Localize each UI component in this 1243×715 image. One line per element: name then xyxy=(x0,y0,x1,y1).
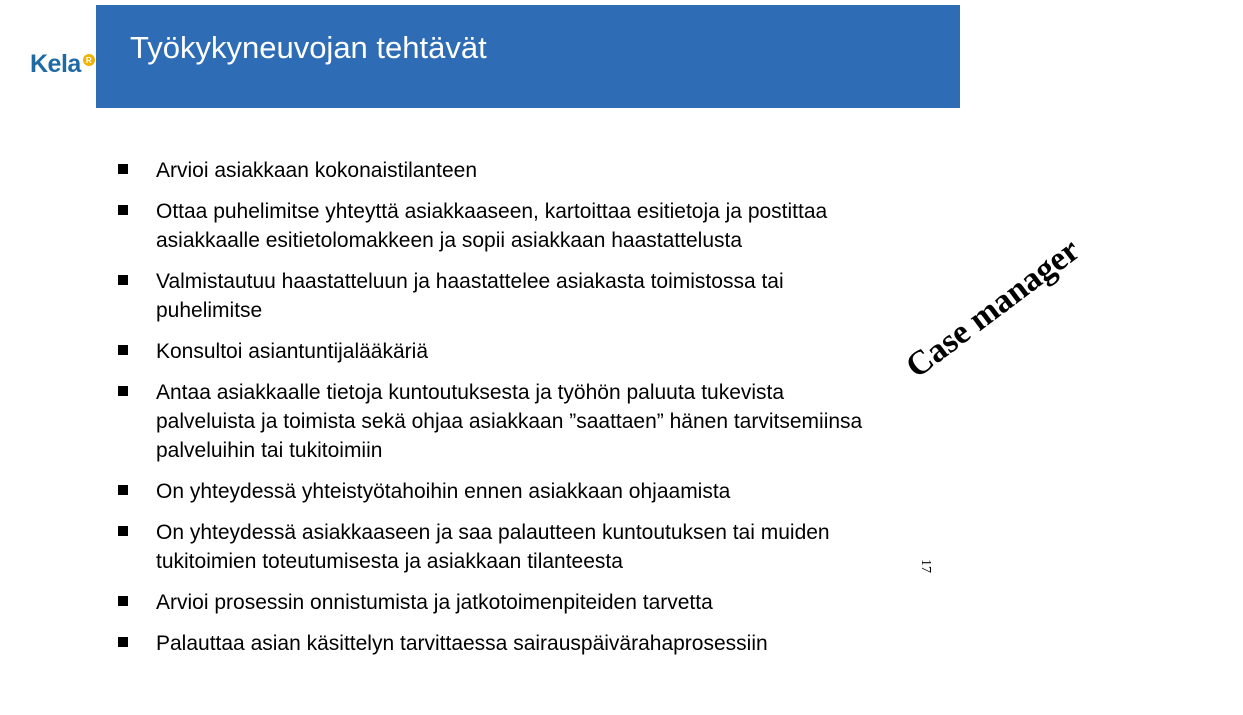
bullet-list xyxy=(118,156,878,670)
logo-text: Kela xyxy=(30,50,81,78)
bullet-item xyxy=(118,267,878,325)
bullet-square-icon xyxy=(118,164,128,174)
bullet-text: Arvioi asiakkaan kokonaistilanteen xyxy=(156,159,478,182)
bullet-text: Ottaa puhelimitse yhteyttä asiakkaaseen, kartoittaa esitietoja ja postittaa asiakkaalle esitietolomakkeen ja sopii asiakkaan haastattelusta xyxy=(156,200,828,252)
bullet-square-icon xyxy=(118,386,128,396)
kela-logo xyxy=(30,52,95,77)
bullet-text: On yhteydessä yhteistyötahoihin ennen asiakkaan ohjaamista xyxy=(156,480,731,503)
bullet-square-icon xyxy=(118,345,128,355)
bullet-item xyxy=(118,337,878,366)
bullet-text: Arvioi prosessin onnistumista ja jatkotoimenpiteiden tarvetta xyxy=(156,591,713,614)
bullet-square-icon xyxy=(118,637,128,647)
bullet-text: Valmistautuu haastatteluun ja haastattelee asiakasta toimistossa tai puhelimitse xyxy=(156,270,784,322)
bullet-item xyxy=(118,518,878,576)
bullet-text: Antaa asiakkaalle tietoja kuntoutuksesta ja työhön paluuta tukevista palveluista ja toimista sekä ohjaa asiakkaan ”saattaen” hänen tarvitsemiinsa palveluihin tai tukitoimiin xyxy=(156,381,863,462)
bullet-item xyxy=(118,197,878,255)
bullet-text: Palauttaa asian käsittelyn tarvittaessa sairauspäivärahaprosessiin xyxy=(156,632,768,655)
bullet-item xyxy=(118,156,878,185)
bullet-square-icon xyxy=(118,275,128,285)
case-manager-stamp: Case manager xyxy=(899,231,1087,386)
logo-mark-icon: R xyxy=(83,54,95,66)
bullet-square-icon xyxy=(118,485,128,495)
bullet-square-icon xyxy=(118,205,128,215)
page-number: 17 xyxy=(918,559,933,573)
bullet-item xyxy=(118,588,878,617)
bullet-square-icon xyxy=(118,596,128,606)
bullet-item xyxy=(118,629,878,658)
bullet-item xyxy=(118,378,878,465)
bullet-square-icon xyxy=(118,526,128,536)
bullet-text: On yhteydessä asiakkaaseen ja saa palautteen kuntoutuksen tai muiden tukitoimien toteutumisesta ja asiakkaan tilanteesta xyxy=(156,521,830,573)
bullet-text: Konsultoi asiantuntijalääkäriä xyxy=(156,340,429,363)
slide-title: Työkykyneuvojan tehtävät xyxy=(130,30,487,65)
bullet-item xyxy=(118,477,878,506)
